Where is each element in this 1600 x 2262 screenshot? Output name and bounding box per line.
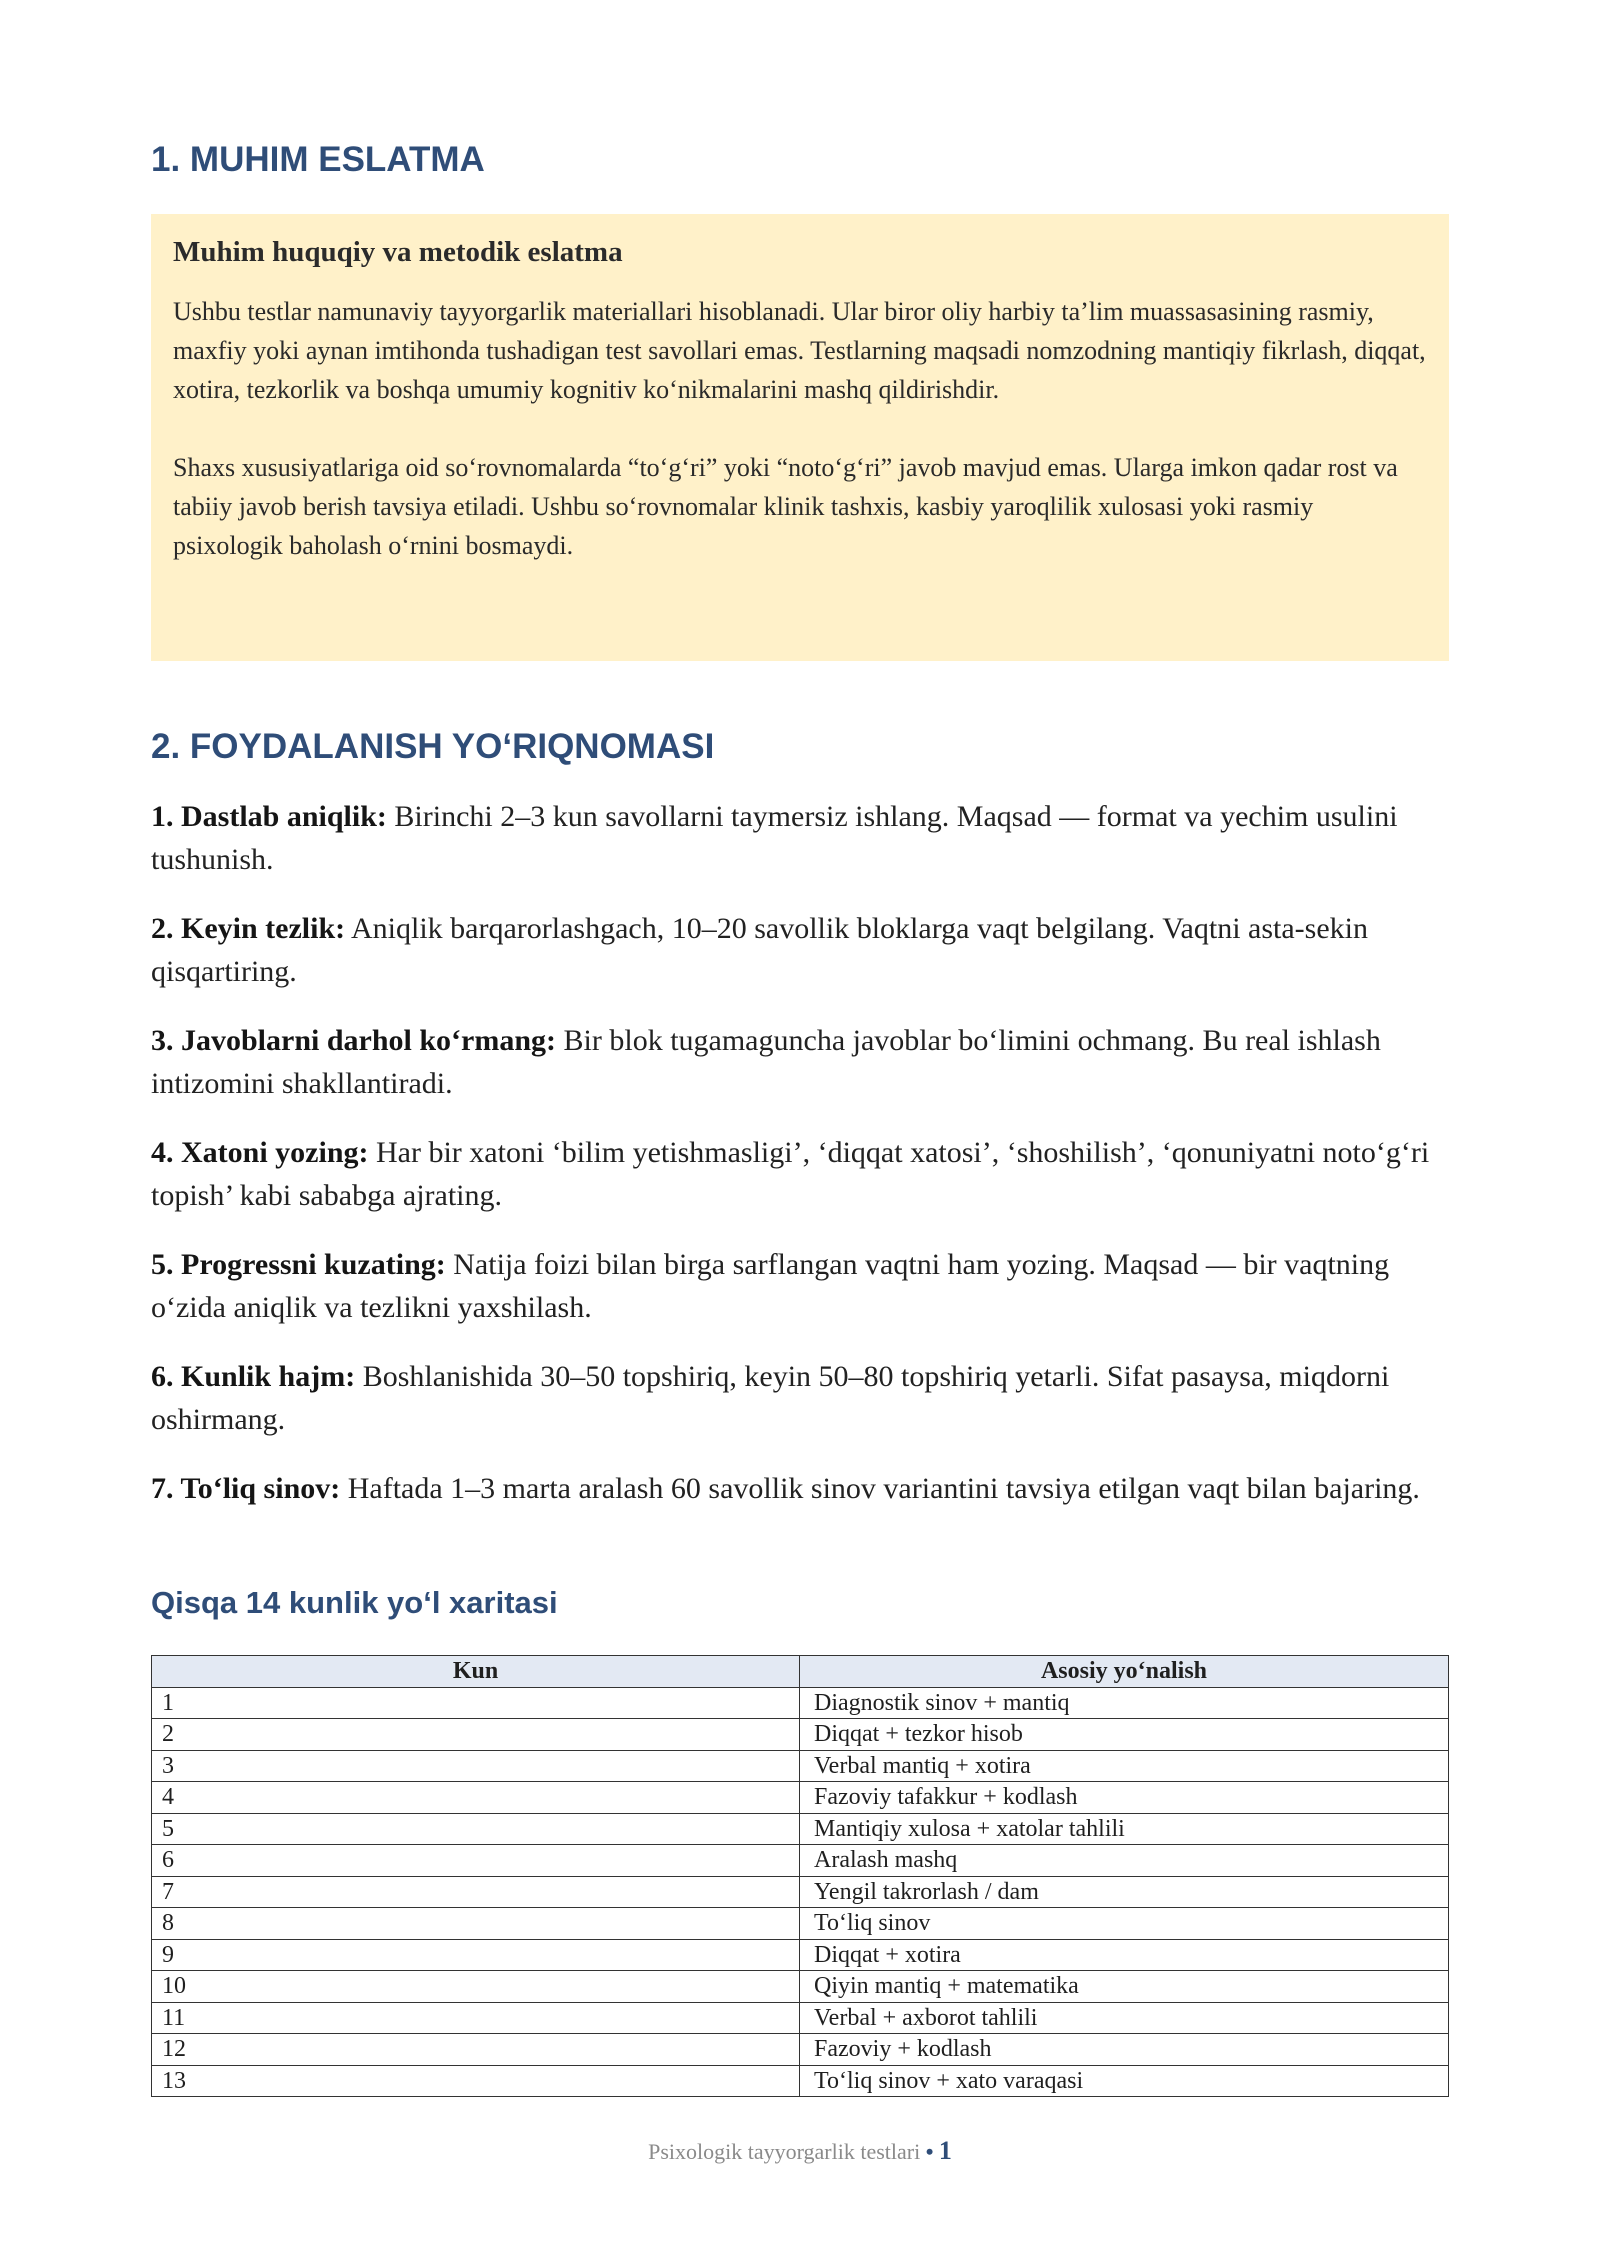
usage-steps xyxy=(151,795,1449,1536)
cell-focus: Verbal mantiq + xotira xyxy=(800,1750,1449,1782)
table-row xyxy=(152,1845,1449,1877)
step-text: Haftada 1–3 marta aralash 60 savollik sinov variantini tavsiya etilgan vaqt bilan bajaring. xyxy=(340,1472,1420,1505)
step-item xyxy=(151,1467,1449,1510)
footer-separator: • xyxy=(925,2139,934,2164)
cell-focus: Diqqat + tezkor hisob xyxy=(800,1719,1449,1751)
step-item xyxy=(151,1019,1449,1105)
table-row xyxy=(152,2002,1449,2034)
step-text: Boshlanishida 30–50 topshiriq, keyin 50–80 topshiriq yetarli. Sifat pasaysa, miqdorni oshirmang. xyxy=(151,1360,1390,1436)
cell-day: 12 xyxy=(152,2034,800,2066)
table-row xyxy=(152,1719,1449,1751)
table-row xyxy=(152,1876,1449,1908)
step-item xyxy=(151,795,1449,881)
table-row xyxy=(152,2034,1449,2066)
section-heading-usage-guide: 2. FOYDALANISH YO‘RIQNOMASI xyxy=(151,727,715,766)
column-header-focus: Asosiy yo‘nalish xyxy=(800,1656,1449,1688)
cell-focus: Aralash mashq xyxy=(800,1845,1449,1877)
footer-text: Psixologik tayyorgarlik testlari xyxy=(648,2139,921,2164)
step-text: Birinchi 2–3 kun savollarni taymersiz ishlang. Maqsad — format va yechim usulini tushunish. xyxy=(151,800,1398,876)
step-label: 1. Dastlab aniqlik: xyxy=(151,800,387,833)
cell-day: 5 xyxy=(152,1813,800,1845)
step-item xyxy=(151,907,1449,993)
step-label: 3. Javoblarni darhol ko‘rmang: xyxy=(151,1024,557,1057)
step-label: 6. Kunlik hajm: xyxy=(151,1360,356,1393)
column-header-day: Kun xyxy=(152,1656,800,1688)
step-item xyxy=(151,1243,1449,1329)
step-text: Aniqlik barqarorlashgach, 10–20 savollik bloklarga vaqt belgilang. Vaqtni asta-sekin qisqartiring. xyxy=(151,912,1368,988)
notice-paragraph: Ushbu testlar namunaviy tayyorgarlik materiallari hisoblanadi. Ular biror oliy harbiy ta’lim muassasasining rasmiy, maxfiy yoki aynan imtihonda tushadigan test savollari emas. Testlarning maqsadi nomzodning mantiqiy fikrlash, diqqat, xotira, tezkorlik va boshqa umumiy kognitiv ko‘nikmalarini mashq qildirishdir. xyxy=(173,297,1426,404)
table-row xyxy=(152,1782,1449,1814)
cell-day: 3 xyxy=(152,1750,800,1782)
page-footer xyxy=(151,2136,1449,2166)
table-row xyxy=(152,1750,1449,1782)
step-label: 5. Progressni kuzating: xyxy=(151,1248,446,1281)
step-text: Bir blok tugamaguncha javoblar bo‘limini ochmang. Bu real ishlash intizomini shakllantiradi. xyxy=(151,1024,1381,1100)
roadmap-title: Qisqa 14 kunlik yo‘l xaritasi xyxy=(151,1585,558,1620)
cell-focus: Diagnostik sinov + mantiq xyxy=(800,1687,1449,1719)
table-header-row xyxy=(152,1656,1449,1688)
step-label: 4. Xatoni yozing: xyxy=(151,1136,369,1169)
cell-day: 4 xyxy=(152,1782,800,1814)
table-row xyxy=(152,1687,1449,1719)
table-row xyxy=(152,1908,1449,1940)
notice-title: Muhim huquqiy va metodik eslatma xyxy=(173,236,623,268)
cell-focus: Fazoviy + kodlash xyxy=(800,2034,1449,2066)
step-item xyxy=(151,1355,1449,1441)
cell-day: 11 xyxy=(152,2002,800,2034)
notice-paragraph: Shaxs xususiyatlariga oid so‘rovnomalarda “to‘g‘ri” yoki “noto‘g‘ri” javob mavjud emas. Ularga imkon qadar rost va tabiiy javob berish tavsiya etiladi. Ushbu so‘rovnomalar klinik tashxis, kasbiy yaroqlilik xulosasi yoki rasmiy psixologik baholash o‘rnini bosmaydi. xyxy=(173,453,1398,560)
step-label: 7. To‘liq sinov: xyxy=(151,1472,341,1505)
step-text: Natija foizi bilan birga sarflangan vaqtni ham yozing. Maqsad — bir vaqtning o‘zida aniqlik va tezlikni yaxshilash. xyxy=(151,1248,1390,1324)
cell-focus: Verbal + axborot tahlili xyxy=(800,2002,1449,2034)
step-label: 2. Keyin tezlik: xyxy=(151,912,346,945)
cell-day: 1 xyxy=(152,1687,800,1719)
step-item xyxy=(151,1131,1449,1217)
table-row xyxy=(152,1939,1449,1971)
step-text: Har bir xatoni ‘bilim yetishmasligi’, ‘diqqat xatosi’, ‘shoshilish’, ‘qonuniyatni noto‘g‘ri topish’ kabi sababga ajrating. xyxy=(151,1136,1430,1212)
notice-box xyxy=(151,214,1449,661)
cell-focus: Yengil takrorlash / dam xyxy=(800,1876,1449,1908)
table-row xyxy=(152,2065,1449,2097)
cell-focus: To‘liq sinov xyxy=(800,1908,1449,1940)
cell-focus: Qiyin mantiq + matematika xyxy=(800,1971,1449,2003)
roadmap-table xyxy=(151,1655,1449,2097)
cell-day: 8 xyxy=(152,1908,800,1940)
cell-day: 9 xyxy=(152,1939,800,1971)
cell-day: 6 xyxy=(152,1845,800,1877)
table-row xyxy=(152,1813,1449,1845)
page-number: 1 xyxy=(938,2136,952,2165)
cell-day: 10 xyxy=(152,1971,800,2003)
table-row xyxy=(152,1971,1449,2003)
cell-day: 7 xyxy=(152,1876,800,1908)
cell-focus: Mantiqiy xulosa + xatolar tahlili xyxy=(800,1813,1449,1845)
cell-day: 13 xyxy=(152,2065,800,2097)
cell-focus: Fazoviy tafakkur + kodlash xyxy=(800,1782,1449,1814)
cell-focus: Diqqat + xotira xyxy=(800,1939,1449,1971)
section-heading-important-note: 1. MUHIM ESLATMA xyxy=(151,140,485,179)
cell-day: 2 xyxy=(152,1719,800,1751)
cell-focus: To‘liq sinov + xato varaqasi xyxy=(800,2065,1449,2097)
